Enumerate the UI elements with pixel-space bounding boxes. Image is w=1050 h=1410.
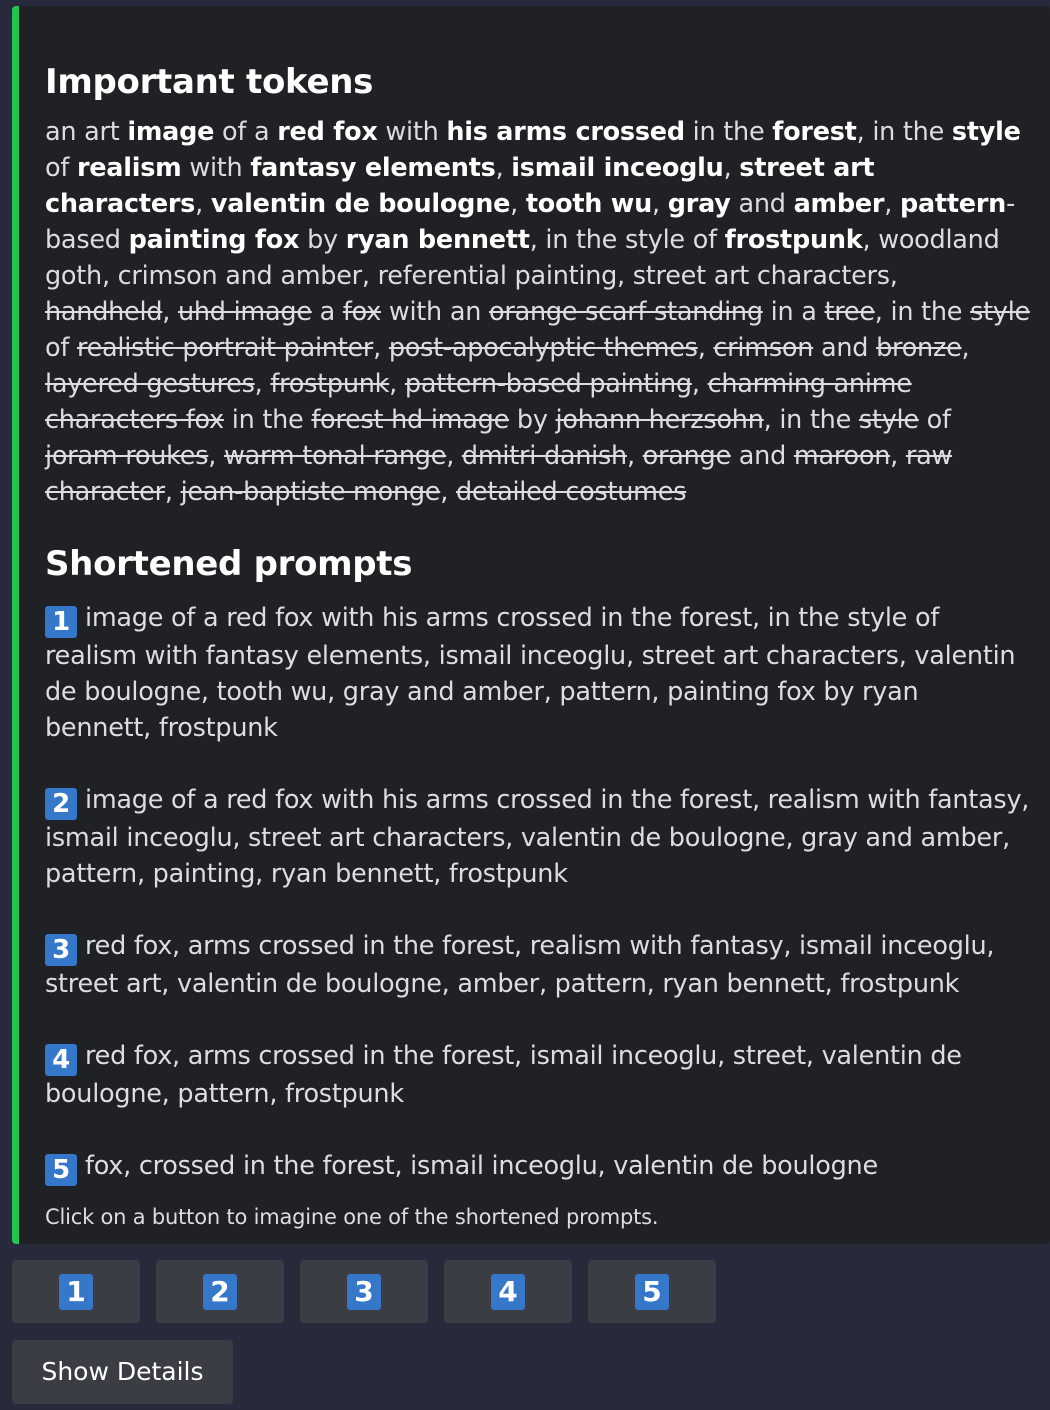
number-1-emoji: 1 bbox=[59, 1274, 93, 1310]
token-text: in a bbox=[762, 297, 825, 327]
token-text: , bbox=[162, 297, 178, 327]
show-details-button[interactable]: Show Details bbox=[12, 1340, 233, 1404]
shortened-prompts-heading: Shortened prompts bbox=[45, 544, 413, 584]
removed-token: forest hd image bbox=[311, 405, 510, 435]
number-5-emoji: 5 bbox=[635, 1274, 669, 1310]
prompt-text: red fox, arms crossed in the forest, realism with fantasy, ismail inceoglu, street art, valentin de boulogne, amber, pattern, ryan bennett, frostpunk bbox=[45, 931, 995, 999]
removed-token: joram roukes bbox=[45, 441, 209, 471]
token-text: , bbox=[691, 369, 708, 399]
imagine-prompt-3-button[interactable] bbox=[300, 1260, 428, 1323]
token-text: an art bbox=[45, 117, 128, 147]
token-text: , bbox=[254, 369, 271, 399]
token-text: , in the style of bbox=[529, 225, 725, 255]
important-token: street art characters bbox=[45, 153, 875, 219]
token-text: , bbox=[373, 333, 389, 363]
token-text: of bbox=[45, 333, 77, 363]
token-text: with bbox=[377, 117, 447, 147]
shortened-prompt-3 bbox=[45, 928, 1030, 1002]
token-text: , bbox=[723, 153, 740, 183]
number-2-emoji: 2 bbox=[203, 1274, 237, 1310]
embed-footer: Click on a button to imagine one of the shortened prompts. bbox=[45, 1205, 659, 1229]
token-text: , in the bbox=[763, 405, 859, 435]
removed-token: orange bbox=[642, 441, 731, 471]
imagine-prompt-1-button[interactable] bbox=[12, 1260, 140, 1323]
important-token: valentin de boulogne bbox=[210, 189, 511, 219]
removed-token: crimson bbox=[713, 333, 814, 363]
removed-token: pattern-based painting bbox=[404, 369, 692, 399]
token-text: of bbox=[918, 405, 951, 435]
number-4-emoji: 4 bbox=[491, 1274, 525, 1310]
token-text: , bbox=[195, 189, 211, 219]
important-token: realism bbox=[76, 153, 182, 183]
token-text: , bbox=[884, 189, 900, 219]
token-text: of a bbox=[214, 117, 278, 147]
imagine-prompt-2-button[interactable] bbox=[156, 1260, 284, 1323]
shortened-prompt-1 bbox=[45, 600, 1030, 746]
important-token: ryan bennett bbox=[345, 225, 530, 255]
token-text: by bbox=[299, 225, 346, 255]
important-token: amber bbox=[793, 189, 885, 219]
prompt-text: fox, crossed in the forest, ismail inceoglu, valentin de boulogne bbox=[85, 1151, 878, 1181]
removed-token: jean-baptiste monge bbox=[180, 477, 441, 507]
important-token: fantasy elements bbox=[250, 153, 496, 183]
prompt-text: image of a red fox with his arms crossed in the forest, realism with fantasy, ismail inceoglu, street art characters, valentin de boulogne, gray and amber, pattern, painting, ryan bennett, frostpunk bbox=[45, 785, 1030, 889]
important-token: painting fox bbox=[128, 225, 300, 255]
token-text: , bbox=[961, 333, 970, 363]
removed-token: detailed costumes bbox=[455, 477, 687, 507]
token-text: , bbox=[626, 441, 643, 471]
removed-token: handheld bbox=[45, 297, 163, 327]
removed-token: layered gestures bbox=[45, 369, 255, 399]
important-token: pattern bbox=[899, 189, 1007, 219]
token-text: , woodland goth, crimson and amber, referential painting, street art characters, bbox=[45, 225, 1000, 291]
token-text: of bbox=[45, 153, 77, 183]
token-text: with bbox=[181, 153, 251, 183]
important-token: his arms crossed bbox=[446, 117, 685, 147]
important-token: red fox bbox=[277, 117, 378, 147]
important-token: ismail inceoglu bbox=[511, 153, 724, 183]
removed-token: style bbox=[858, 405, 919, 435]
removed-token: dmitri danish bbox=[461, 441, 627, 471]
token-text: , bbox=[652, 189, 668, 219]
imagine-prompt-5-button[interactable] bbox=[588, 1260, 716, 1323]
important-token: image bbox=[127, 117, 215, 147]
token-text: with an bbox=[381, 297, 489, 327]
removed-token: tree bbox=[824, 297, 875, 327]
token-text: , bbox=[510, 189, 526, 219]
removed-token: post-apocalyptic themes bbox=[388, 333, 698, 363]
token-text: , bbox=[495, 153, 512, 183]
token-text: , in the bbox=[856, 117, 952, 147]
number-3-badge: 3 bbox=[45, 934, 77, 966]
important-tokens-heading: Important tokens bbox=[45, 62, 374, 102]
removed-token: raw character bbox=[45, 441, 953, 507]
prompt-buttons-row bbox=[12, 1260, 716, 1323]
number-2-badge: 2 bbox=[45, 788, 77, 820]
shortened-prompt-2 bbox=[45, 782, 1030, 892]
token-text: a bbox=[311, 297, 343, 327]
token-text: and bbox=[730, 189, 794, 219]
token-text: and bbox=[730, 441, 794, 471]
token-text: -based bbox=[45, 189, 1016, 255]
removed-token: orange scarf standing bbox=[488, 297, 763, 327]
important-token: tooth wu bbox=[525, 189, 653, 219]
important-token: style bbox=[951, 117, 1021, 147]
token-text: and bbox=[813, 333, 877, 363]
prompt-text: red fox, arms crossed in the forest, ismail inceoglu, street, valentin de boulogne, pattern, frostpunk bbox=[45, 1041, 962, 1109]
prompt-text: image of a red fox with his arms crossed in the forest, in the style of realism with fantasy elements, ismail inceoglu, street art characters, valentin de boulogne, tooth wu, gray and amber, pattern, painting fox by ryan bennett, frostpunk bbox=[45, 603, 1016, 743]
important-token: gray bbox=[667, 189, 731, 219]
important-token: frostpunk bbox=[724, 225, 863, 255]
number-4-badge: 4 bbox=[45, 1044, 77, 1076]
token-text: , bbox=[890, 441, 906, 471]
token-text: in the bbox=[684, 117, 773, 147]
token-text: by bbox=[509, 405, 556, 435]
token-text: , bbox=[389, 369, 405, 399]
removed-token: frostpunk bbox=[270, 369, 390, 399]
shortened-prompt-5 bbox=[45, 1148, 1030, 1186]
token-text: , bbox=[446, 441, 462, 471]
number-1-badge: 1 bbox=[45, 606, 77, 638]
important-token: forest bbox=[772, 117, 857, 147]
token-text: , bbox=[208, 441, 224, 471]
removed-token: warm tonal range bbox=[223, 441, 447, 471]
shortened-prompts-list bbox=[45, 600, 1050, 1186]
removed-token: style bbox=[970, 297, 1030, 327]
removed-token: fox bbox=[342, 297, 382, 327]
removed-token: charming anime characters fox bbox=[45, 369, 912, 435]
removed-token: bronze bbox=[876, 333, 962, 363]
removed-token: uhd image bbox=[177, 297, 312, 327]
shortened-prompt-4 bbox=[45, 1038, 1030, 1112]
removed-token: realistic portrait painter bbox=[76, 333, 374, 363]
number-3-emoji: 3 bbox=[347, 1274, 381, 1310]
removed-token: maroon bbox=[793, 441, 891, 471]
important-tokens-text bbox=[45, 114, 1030, 510]
removed-token: johann herzsohn bbox=[555, 405, 764, 435]
token-text: , bbox=[164, 477, 181, 507]
number-5-badge: 5 bbox=[45, 1154, 77, 1186]
token-text: in the bbox=[223, 405, 312, 435]
token-text: , bbox=[697, 333, 714, 363]
imagine-prompt-4-button[interactable] bbox=[444, 1260, 572, 1323]
token-text: , in the bbox=[874, 297, 971, 327]
message-embed bbox=[12, 6, 1050, 1244]
token-text: , bbox=[440, 477, 456, 507]
